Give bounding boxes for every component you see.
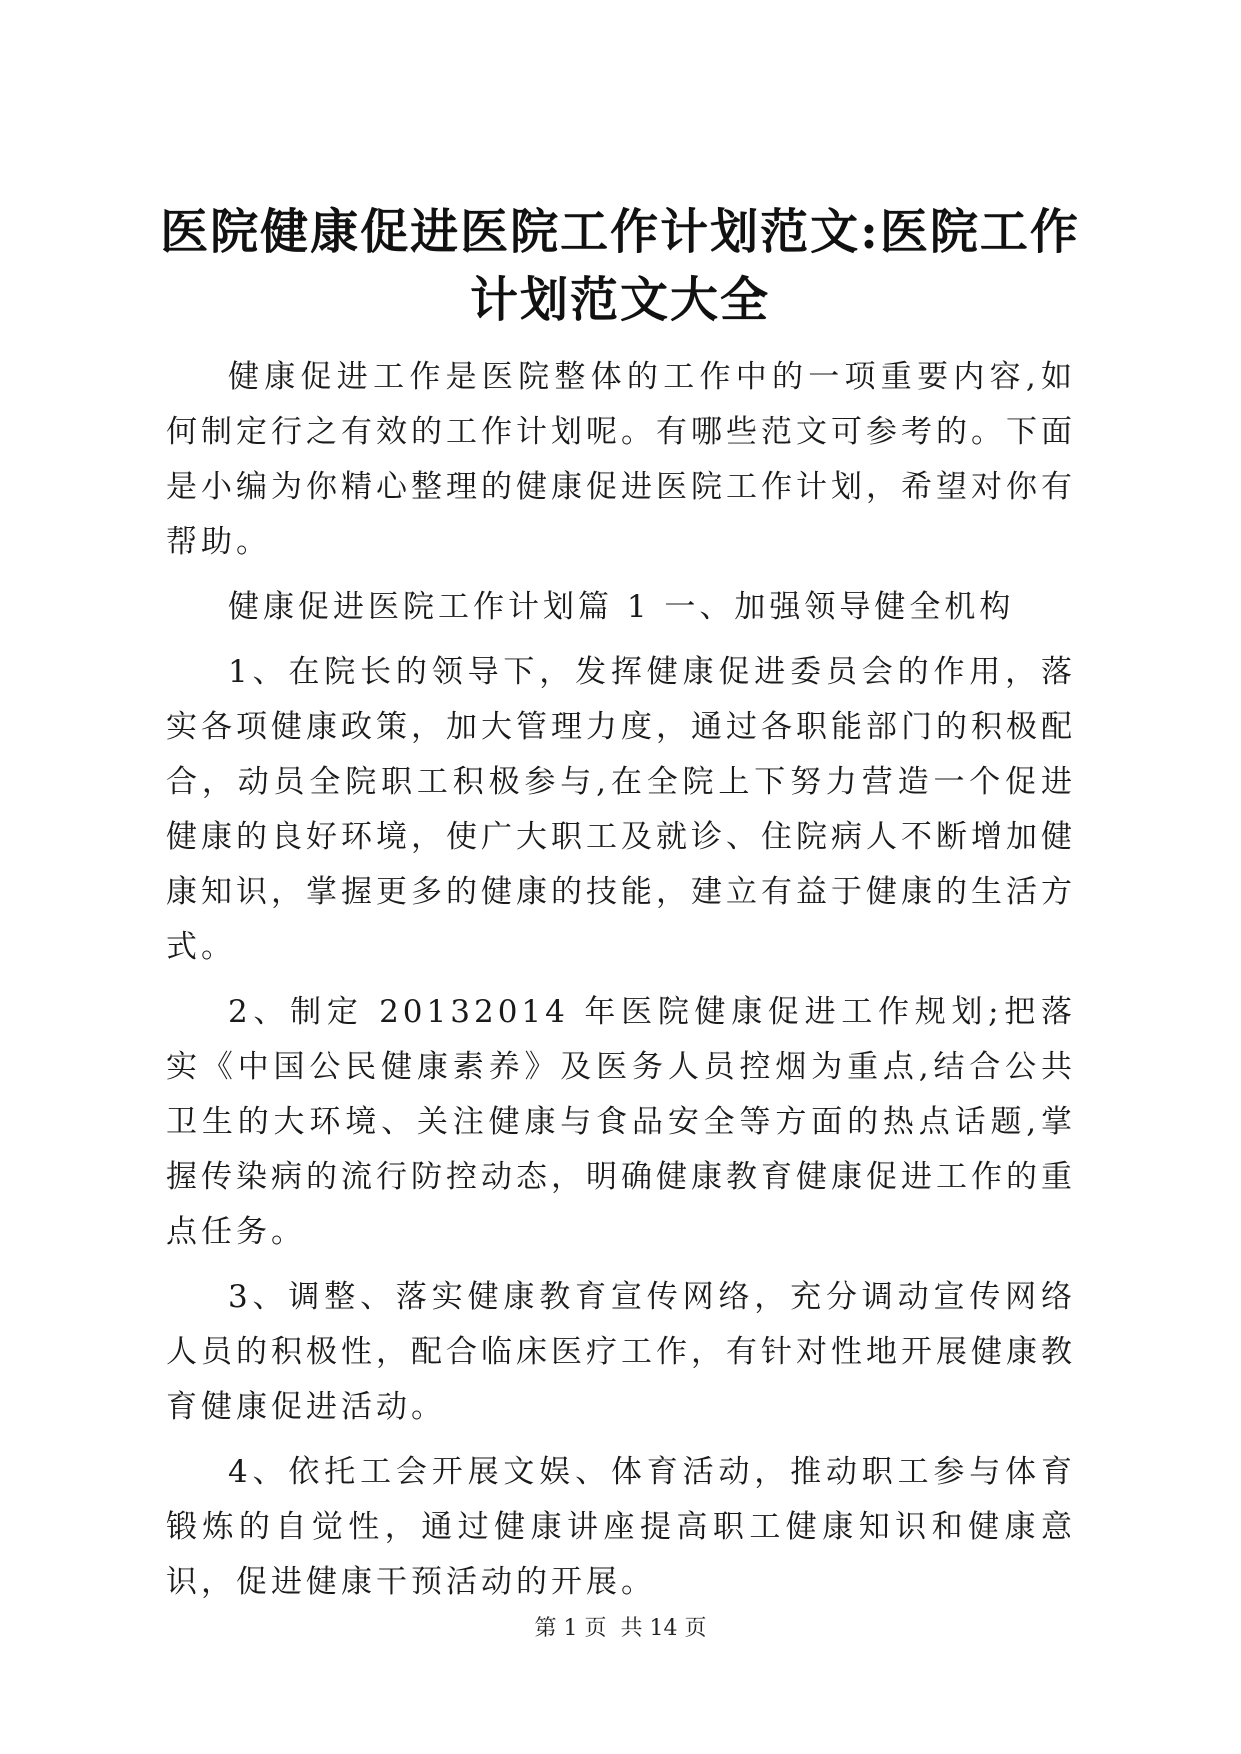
paragraph-item-1: 1、在院长的领导下，发挥健康促进委员会的作用，落实各项健康政策，加大管理力度，通过各职能部门的积极配合，动员全院职工积极参与,在全院上下努力营造一个促进健康的良好环境，使广大职工及就诊、住院病人不断增加健康知识，掌握更多的健康的技能，建立有益于健康的生活方式。 xyxy=(166,654,1076,965)
paragraph-section-heading: 健康促进医院工作计划篇 1 一、加强领导健全机构 xyxy=(228,589,1015,625)
page-number: 第 1 页 xyxy=(534,1616,607,1641)
paragraph-item-2: 2、制定 20132014 年医院健康促进工作规划;把落实《中国公民健康素养》及医务人员控烟为重点,结合公共卫生的大环境、关注健康与食品安全等方面的热点话题,掌握传染病的流行防控动态，明确健康教育健康促进工作的重点任务。 xyxy=(166,994,1076,1250)
document-title: 医院健康促进医院工作计划范文:医院工作计划范文大全 xyxy=(160,204,1080,328)
document-body xyxy=(166,350,1076,1620)
paragraph-intro: 健康促进工作是医院整体的工作中的一项重要内容,如何制定行之有效的工作计划呢。有哪些范文可参考的。下面是小编为你精心整理的健康促进医院工作计划，希望对你有帮助。 xyxy=(166,359,1076,560)
paragraph-item-3: 3、调整、落实健康教育宣传网络，充分调动宣传网络人员的积极性，配合临床医疗工作，有针对性地开展健康教育健康促进活动。 xyxy=(166,1279,1076,1425)
page-footer xyxy=(0,1614,1241,1644)
page-total: 共 14 页 xyxy=(620,1616,707,1641)
paragraph-item-4: 4、依托工会开展文娱、体育活动，推动职工参与体育锻炼的自觉性，通过健康讲座提高职工健康知识和健康意识，促进健康干预活动的开展。 xyxy=(166,1454,1076,1600)
